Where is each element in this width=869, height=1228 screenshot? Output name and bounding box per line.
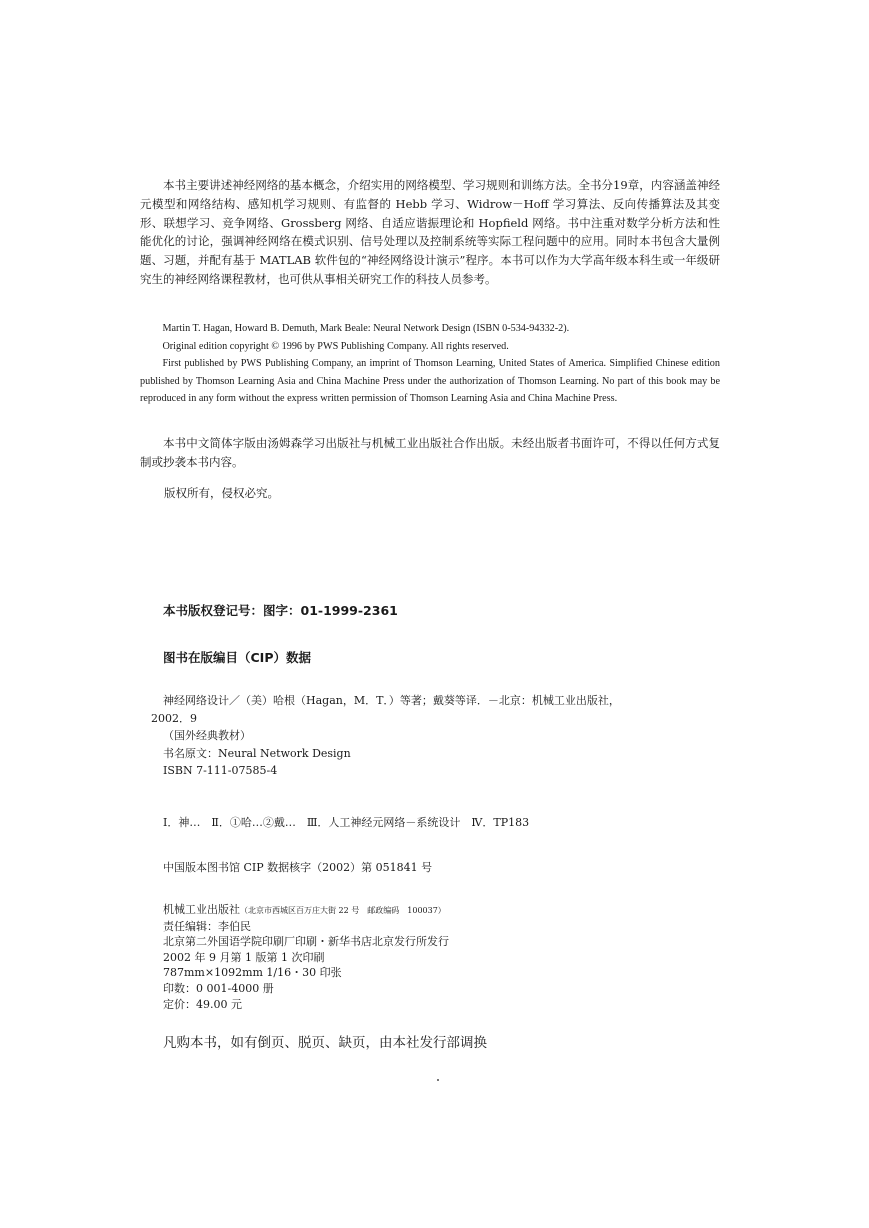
cip-title-line: 神经网络设计／（美）哈根（Hagan，M．T．）等著；戴葵等译．－北京：机械工业出版社， [163, 694, 620, 707]
format-line: 787mm×1092mm 1/16・30 印张 [163, 966, 342, 980]
scan-speck [437, 1079, 439, 1081]
cip-date-line: 2002．9 [151, 711, 197, 725]
chinese-edition-notice: 本书中文简体字版由汤姆森学习出版社与机械工业出版社合作出版。未经出版者书面许可，不得以任何方式复制或抄袭本书内容。 [140, 436, 720, 469]
original-copyright: Original edition copyright © 1996 by PWS Publishing Company. All rights reserved. [162, 340, 509, 352]
copyright-registration-number: 本书版权登记号：图字：01-1999-2361 [163, 603, 398, 618]
colophon [163, 902, 723, 1012]
english-copyright-notice [140, 320, 720, 408]
defect-replacement-notice: 凡购本书，如有倒页、脱页、缺页，由本社发行部调换 [163, 1035, 487, 1051]
cip-isbn-line: ISBN 7-111-07585-4 [163, 764, 278, 778]
publication-rights: First published by PWS Publishing Company, an imprint of Thomson Learning, United States of America. Simplified Chinese edition published by Thomson Learning Asia and China Machine Press under the authorization of Thomson Learning. No part of this book may be reproduced in any form without the express written permission of Thomson Learning Asia and China Machine Press. [140, 358, 720, 405]
rights-reserved: 版权所有，侵权必究。 [164, 486, 279, 500]
cip-heading: 图书在版编目（CIP）数据 [163, 650, 311, 665]
price-line: 定价：49.00 元 [163, 997, 242, 1011]
publisher-line [163, 902, 723, 919]
book-abstract: 本书主要讲述神经网络的基本概念，介绍实用的网络模型、学习规则和训练方法。全书分19章，内容涵盖神经元模型和网络结构、感知机学习规则、有监督的 Hebb 学习、Widrow－Hoff 学习算法、反向传播算法及其变形、联想学习、竞争网络、Grossberg 网络、自适应谐振理论和 Hopfield 网络。书中注重对数学分析方法和性能优化的讨论，强调神经网络在模式识别、信号处理以及控制系统等实际工程问题中的应用。同时本书包含大量例题、习题，并配有基于 MATLAB 软件包的“神经网络设计演示”程序。本书可以作为大学高年级本科生或一年级研究生的神经网络课程教材，也可供从事相关研究工作的科技人员参考。 [140, 178, 720, 286]
cip-classification: Ⅰ．神… Ⅱ．①哈…②戴… Ⅲ．人工神经元网络－系统设计 Ⅳ．TP183 [163, 816, 530, 829]
cip-original-title-line: 书名原文：Neural Network Design [163, 746, 351, 760]
printer-line: 北京第二外国语学院印刷厂印刷・新华书店北京发行所发行 [163, 935, 449, 949]
cip-verification-number: 中国版本图书馆 CIP 数据核字（2002）第 051841 号 [163, 861, 433, 874]
cip-series-line: （国外经典教材） [163, 729, 251, 743]
print-run-line: 印数：0 001-4000 册 [163, 981, 274, 995]
cip-data [151, 692, 723, 780]
editor-line: 责任编辑：李伯民 [163, 919, 251, 933]
publisher-address: （北京市西城区百万庄大街 22 号 邮政编码 100037） [240, 906, 446, 915]
publisher-name: 机械工业出版社 [163, 903, 240, 916]
original-citation: Martin T. Hagan, Howard B. Demuth, Mark Beale: Neural Network Design (ISBN 0-534-94332-2). [162, 323, 570, 334]
edition-line: 2002 年 9 月第 1 版第 1 次印刷 [163, 950, 325, 964]
